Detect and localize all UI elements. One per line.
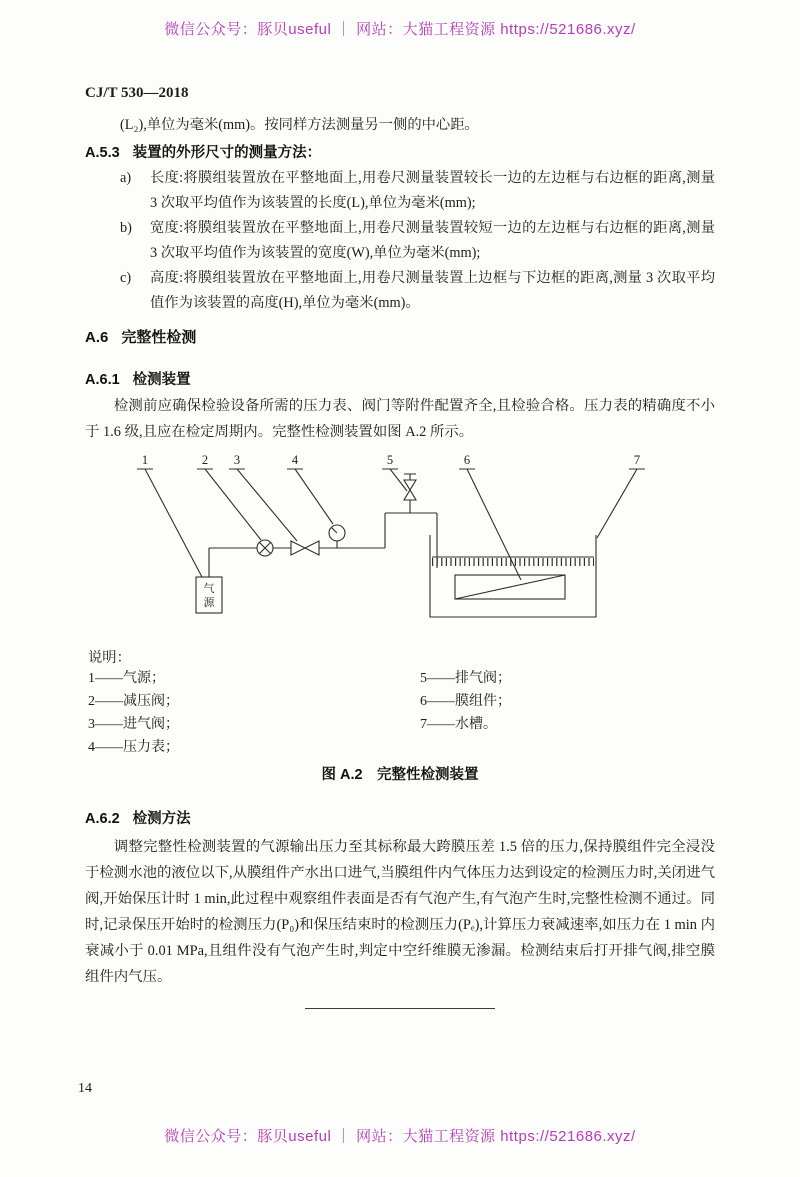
- callout-label: 5: [386, 453, 394, 467]
- list-item-marker: a): [120, 170, 132, 186]
- pressure-reducing-valve-symbol: [257, 540, 273, 556]
- pressure-gauge-symbol: [329, 525, 345, 541]
- heading-a53: [85, 141, 321, 162]
- legend-title: 说明：: [88, 650, 131, 666]
- legend-item: 4——压力表；: [88, 740, 179, 755]
- watermark-top: 微信公众号：豚贝useful ｜ 网站：大猫工程资源 https://521686.xyz/: [164, 21, 636, 38]
- list-item-marker: c): [120, 270, 132, 286]
- intro-line: (L₂),单位为毫米(mm)。按同样方法测量另一侧的中心距。: [120, 117, 479, 133]
- callout-leader-lines: [137, 469, 645, 580]
- heading-a61-number: A.6.1: [85, 372, 120, 388]
- heading-a62: [85, 807, 191, 828]
- watermark-bottom: 微信公众号：豚贝useful ｜ 网站：大猫工程资源 https://521686.xyz/: [164, 1128, 636, 1145]
- page-number: 14: [78, 1081, 92, 1096]
- heading-a53-number: A.5.3: [85, 145, 120, 161]
- callout-label: 2: [201, 453, 209, 467]
- callout-label: 7: [633, 453, 641, 467]
- callout-label: 6: [463, 453, 471, 467]
- pipe-lines: [209, 500, 437, 577]
- legend-item: 7——水槽。: [420, 717, 497, 732]
- legend-column-right: [420, 667, 511, 736]
- legend-column-left: [88, 667, 179, 759]
- legend-item: 6——膜组件；: [420, 694, 511, 709]
- callout-label: 3: [233, 453, 241, 467]
- list-item-text: 长度:将膜组装置放在平整地面上,用卷尺测量装置较长一边的左边框与右边框的距离,测量 3 次取平均值作为该装置的长度(L),单位为毫米(mm);: [150, 170, 715, 211]
- list-item-marker: b): [120, 220, 132, 236]
- list-item-text: 高度:将膜组装置放在平整地面上,用卷尺测量装置上边框与下边框的距离,测量 3 次取平均值作为该装置的高度(H),单位为毫米(mm)。: [150, 270, 715, 311]
- svg-text:源: 源: [203, 597, 215, 609]
- a61-paragraph: 检测前应确保检验设备所需的压力表、阀门等附件配置齐全,且检验合格。压力表的精确度不小于 1.6 级,且应在检定周期内。完整性检测装置如图 A.2 所示。: [85, 398, 715, 440]
- list-item: [120, 266, 715, 316]
- legend-item: 3——进气阀；: [88, 717, 179, 732]
- end-of-document-divider: [305, 1008, 495, 1009]
- heading-a62-title: 检测方法: [132, 811, 191, 827]
- gas-source-label: [204, 581, 216, 609]
- measurement-method-list: [120, 166, 715, 316]
- heading-a61-title: 检测装置: [132, 372, 191, 388]
- heading-a6-number: A.6: [85, 329, 109, 346]
- figure-a2-diagram: [85, 450, 655, 635]
- svg-text:气: 气: [203, 583, 215, 595]
- heading-a6-title: 完整性检测: [121, 329, 197, 346]
- list-item: [120, 216, 715, 266]
- list-item-text: 宽度:将膜组装置放在平整地面上,用卷尺测量装置较短一边的左边框与右边框的距离,测量 3 次取平均值作为该装置的宽度(W),单位为毫米(mm);: [150, 220, 715, 261]
- heading-a6: [85, 326, 196, 347]
- exhaust-valve-symbol: [404, 474, 416, 500]
- legend-item: 5——排气阀；: [420, 671, 511, 686]
- legend-item: 1——气源；: [88, 671, 165, 686]
- doc-number: CJ/T 530—2018: [85, 85, 189, 101]
- legend-item: 2——减压阀；: [88, 694, 179, 709]
- heading-a61: [85, 368, 191, 389]
- callout-labels: [142, 453, 640, 467]
- callout-label: 4: [291, 453, 299, 467]
- water-surface: [432, 557, 594, 562]
- intake-valve-symbol: [291, 541, 319, 555]
- callout-label: 1: [141, 453, 149, 467]
- a62-paragraph: 调整完整性检测装置的气源输出压力至其标称最大跨膜压差 1.5 倍的压力,保持膜组件完全浸没于检测水池的液位以下,从膜组件产水出口进气,当膜组件内气体压力达到设定的检测压力时,关闭进气阀,开始保压计时 1 min,此过程中观察组件表面是否有气泡产生,有气泡产生时,完整性检测不通过。同时,记录保压开始时的检测压力(P₀)和保压结束时的检测压力(Pₑ),计算压力衰减速率,如压力在 1 min 内衰减小于 0.01 MPa,且组件没有气泡产生时,判定中空纤维膜无渗漏。检测结束后打开排气阀,排空膜组件内气压。: [85, 839, 715, 985]
- heading-a62-number: A.6.2: [85, 811, 120, 827]
- heading-a53-title: 装置的外形尺寸的测量方法：: [132, 145, 322, 161]
- membrane-module: [455, 575, 565, 599]
- list-item: [120, 166, 715, 216]
- figure-caption: 图 A.2 完整性检测装置: [321, 767, 479, 783]
